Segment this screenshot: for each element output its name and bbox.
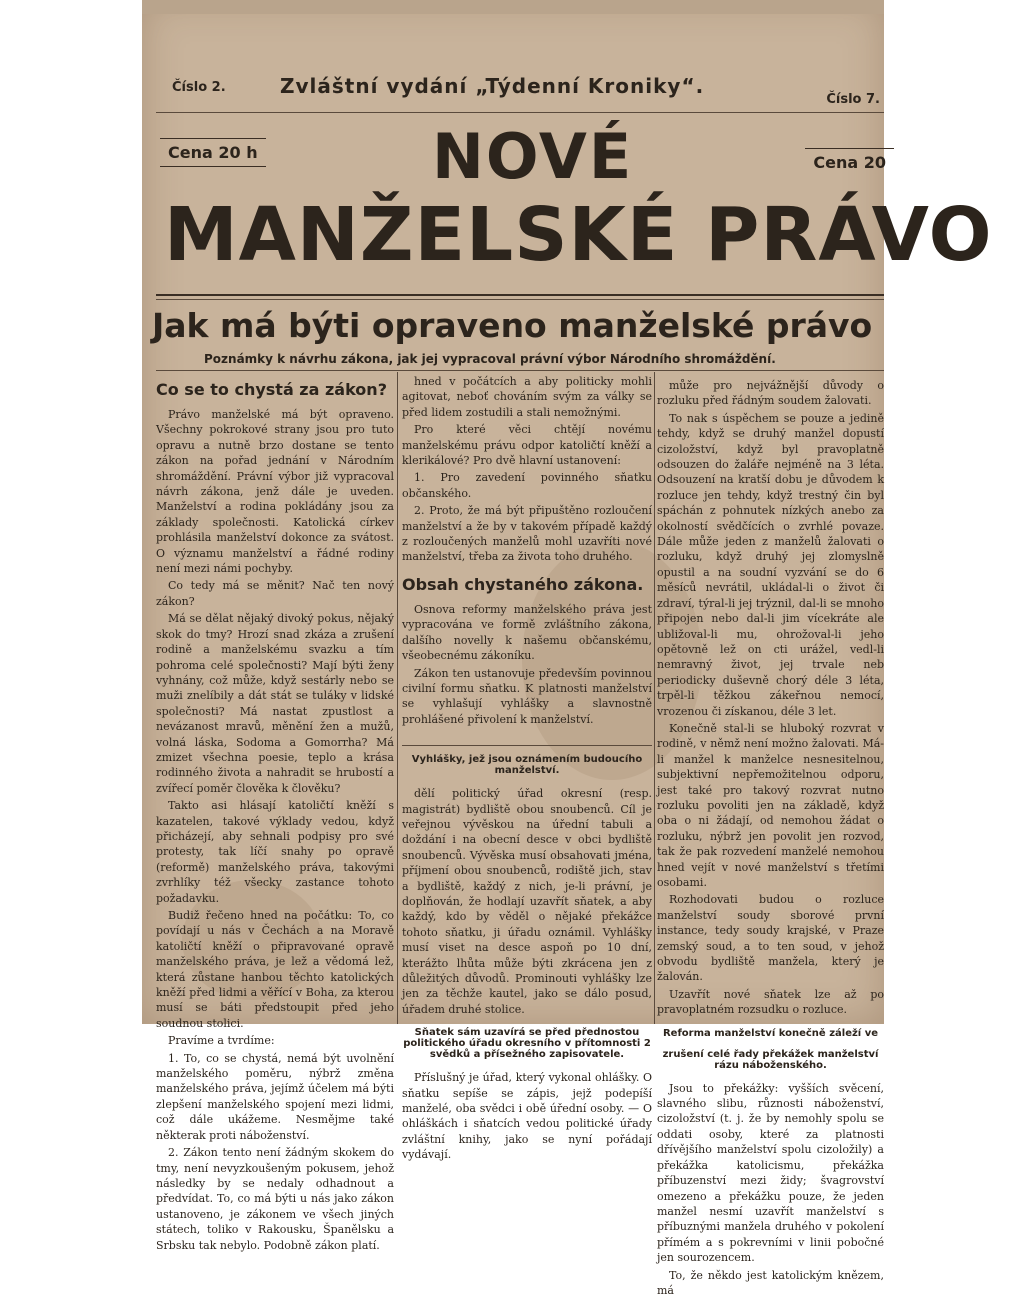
paragraph: Právo manželské má být opraveno. Všechny pokrokové strany jsou pro tuto opravu a nutně brzo dostane se tento zákon na pořad jednání v Národním shromáždění. Právní výbor již vypracoval návrh zákona, jenž dále je uveden. Manželství a rodina pokládány jsou za základy společnosti. Katolická církev prohlásila manželství dokonce za svátost. O významu manželství a řádné rodiny není mezi námi pochyby. [156, 408, 394, 576]
paragraph: To nak s úspěchem se pouze a jedině tehdy, když se druhý manžel dopustí cizoložství, když byl pravoplatně odsouzen do žaláře nejméně na 3 léta. Odsouzení na kratší dobu je důvodem k rozluce jen tehdy, když trestný čin byl spáchán z pohnutek nízkých anebo za okolností svědčících o zvrhlé povaze. Dále může jeden z manželů žalovati o rozluku, když druhý jej zlomyslně opustil a na soudní vyzvání se do 6 měsíců nevrátil, ukládal-li o život či zdraví, týral-li jej trýznil, dal-li se mnoho připojen nebo dal-li jim vícekráte ale ubližoval-li mu, ohrožoval-li jeho opětovně lež on cti urážel, vedl-li nemravný život, jej trvale neb periodicky duševně chorý déle 3 léta, trpěl-li těžkou zákeřnou nemocí, vrozenou či získanou, déle 3 let. [657, 411, 884, 718]
paragraph: Příslušný je úřad, který vykonal ohlášky. O sňatku sepíše se zápis, jejž podepíší manželé, oba svědci i obě úřední osoby. — O ohláškách i sňatcích vedou politické úřady zvláštní knihy, jako se nyní pořádají vydávají. [402, 1071, 652, 1162]
scan-background-left [0, 0, 142, 1024]
paragraph: hned v počátcích a aby politicky mohli agitovat, neboť chováním svým za války se před lidem zostudili a stali nemožnými. [402, 375, 652, 419]
article-subheadline: Poznámky k návrhu zákona, jak jej vypracoval právní výbor Národního shromáždění. [204, 352, 776, 366]
paragraph: Má se dělat nějaký divoký pokus, nějaký skok do tmy? Hrozí snad zkáza a zrušení rodině a manželskému svazku a tím pohroma celé společnosti? Mají býti ženy vyhnány, což může, když sestárly nebo se muži znelíbily a dát stát se tuláky v lidské společnosti? Má nastat zpustlost a nevázanost mravů, měnění žen a mužů, volná láska, Sodoma a Gomorrha? Má zmizet všechna poesie, teplo a krása rodinného života a nahradit se hrubostí a zvířecí poměr člověka k člověku? [156, 612, 394, 795]
title-rule-thin [156, 299, 884, 300]
price-right: Cena 20 [805, 148, 894, 176]
paragraph: To, že někdo jest katolickým knězem, má [657, 1268, 884, 1297]
paragraph: Uzavřít nové sňatek lze až po pravoplatném rozsudku o rozluce. [657, 987, 884, 1017]
paragraph: 2. Zákon tento není žádným skokem do tmy, není nevyzkoušeným pokusem, jehož následky by se nedaly odhadnout a předvídat. To, co má býti u nás jako zákon ustanoveno, je zákonem ve všech jiných státech, toliko v Rakousku, Španělsku a Srbsku tak nebylo. Podobně zákon platí. [156, 1146, 394, 1252]
title-line-1: NOVÉ [432, 120, 634, 193]
paragraph: Jsou to překážky: vyšších svěcení, slavného slibu, různosti náboženství, cizoložství (t. j. že by nemohly spolu se oddati osoby, které za platnosti dřívějšího manželství spolu cizoložily) a překážka katolicismu, překážka příbuzenství mezi židy; švagrovství omezeno a překážku pouze, že jeden manžel nesmí uzavřít manželství s příbuznými manžela druhého v pokolení přímém a s pokrevními v linii pobočné jen sourozencem. [657, 1081, 884, 1265]
newspaper-page [142, 0, 993, 1297]
headline-rule [156, 370, 884, 371]
subsection-heading: Sňatek sám uzavírá se před přednostou politického úřadu okresního v přítomnosti 2 svědků a přísežného zapisovatele. [403, 1027, 651, 1061]
price-left: Cena 20 h [160, 138, 266, 167]
paragraph: Pravíme a tvrdíme: [168, 1034, 275, 1048]
section-heading: Obsah chystaného zákona. [402, 574, 644, 594]
subsection-heading: Vyhlášky, jež jsou oznámením budoucího manželství. [402, 745, 652, 776]
paper-fold [142, 0, 884, 14]
paragraph: Osnova reformy manželského práva jest vypracována ve formě zvláštního zákona, dalšího novelly k našemu občanskému, všeobecnému zákoníku. [402, 602, 652, 663]
issue-number-left: Číslo 2. [172, 80, 226, 95]
paragraph: může pro nejvážnější důvody o rozluku před řádným soudem žalovati. [657, 379, 884, 408]
article-headline: Jak má býti opraveno manželské právo [152, 306, 873, 345]
paragraph: Co tedy má se měnit? Nač ten nový zákon? [156, 579, 394, 608]
scan-background-right [884, 0, 1024, 1024]
paragraph: 2. Proto, že má být připuštěno rozloučení manželství a že by v takovém případě každý z rozloučených manželů mohl uzavříti nové manželství, třeba za života toho druhého. [402, 504, 652, 564]
subsection-heading: Reforma manželství konečně záleží ve [662, 1027, 879, 1039]
title-rule [156, 294, 884, 296]
paragraph: 1. Pro zavedení povinného sňatku občanského. [402, 471, 652, 500]
paragraph: dělí politický úřad okresní (resp. magistrát) bydliště obou snoubenců. Cíl je veřejnou vývěskou na úřední tabuli a doždání i na obecní desce v obci bydliště snoubenců. Vývěska musí obsahovati jména, příjmení obou snoubenců, rodiště jich, stav a bydliště, každý z nich, je-li právní, je doplňován, že hodlají uzavřít sňatek, a aby každý, kdo by věděl o nějaké překážce tohoto sňatku, ji úřadu oznámil. Vyhlášky musí viset na desce aspoň po 10 dní, kterážto lhůta může býti zkrácena jen z důležitých důvodů. Prominouti vyhlášky lze jen za těchže kautel, jako se dálo posud, úřadem druhé stolice. [402, 787, 652, 1016]
column-separator [654, 372, 655, 1024]
article-column-2 [402, 374, 652, 1162]
issue-number-right: Číslo 7. [826, 92, 880, 107]
paragraph: Zákon ten ustanovuje především povinnou civilní formu sňatku. K platnosti manželství se vyhlašují vyhlášky a slavnostně prohlášené přivolení k manželství. [402, 666, 652, 726]
paragraph: Budiž řečeno hned na počátku: To, co povídají u nás v Čechách a na Moravě katoličtí kněží o připravované opravě manželského práva, je lež a vědomá lež, která zůstane hanbou těchto katolických kněží před lidmi a věřící v Boha, za kterou musí se báti předstoupit před jeho soudnou stolici. [156, 909, 394, 1030]
subsection-heading: zrušení celé řady překážek manželství rázu náboženského. [662, 1048, 879, 1071]
paragraph: Rozhodovati budou o rozluce manželství soudy sborové první instance, tedy soudy krajské, v Praze zemský soud, a to ten soud, v jehož obvodu bydliště manžela, který je žalován. [657, 893, 884, 984]
paragraph: Konečně stal-li se hluboký rozvrat v rodině, v němž není možno žalovati. Má-li manžel k manželce nesnesitelnou, subjektivní nepřemožitelnou odporu, jest také pro takový rozvrat nutno rozluku povoliti jen na základě, když oba o ni žádají, od nemohou žádat o rozluku, nýbrž jen povolit jen rozvod, tak že pak rozvedení manželé nemohou hned vejít v nové manželství s třetími osobami. [657, 721, 884, 889]
column-separator [397, 372, 398, 1024]
paragraph: Takto asi hlásají katoličtí kněží s kazatelen, takové výklady vedou, když přicházejí, aby sehnali podpisy pro své protesty, tak líčí snahy po opravě (reformě) manželského práva, takovými zvrhlíky též všecky zastance tohoto požadavku. [156, 799, 394, 905]
column-heading: Co se to chystá za zákon? [156, 380, 387, 399]
paragraph: Pro které věci chtějí novému manželskému právu odpor katoličtí kněží a klerikálové? Pro dvě hlavní ustanovení: [402, 423, 652, 468]
title-line-2: MANŽELSKÉ PRÁVO [164, 192, 993, 278]
paragraph: 1. To, co se chystá, nemá být uvolnění manželského poměru, nýbrž změna manželského práva, jejímž účelem má býti zlepšení manželského spojení mezi lidmi, což dále ukážeme. Nesmějme také některak proti náboženství. [156, 1051, 394, 1142]
article-column-3 [657, 378, 884, 1297]
masthead-rule [156, 112, 884, 113]
article-column-1 [156, 374, 394, 1252]
special-edition-label: Zvláštní vydání „Týdenní Kroniky“. [280, 74, 705, 98]
